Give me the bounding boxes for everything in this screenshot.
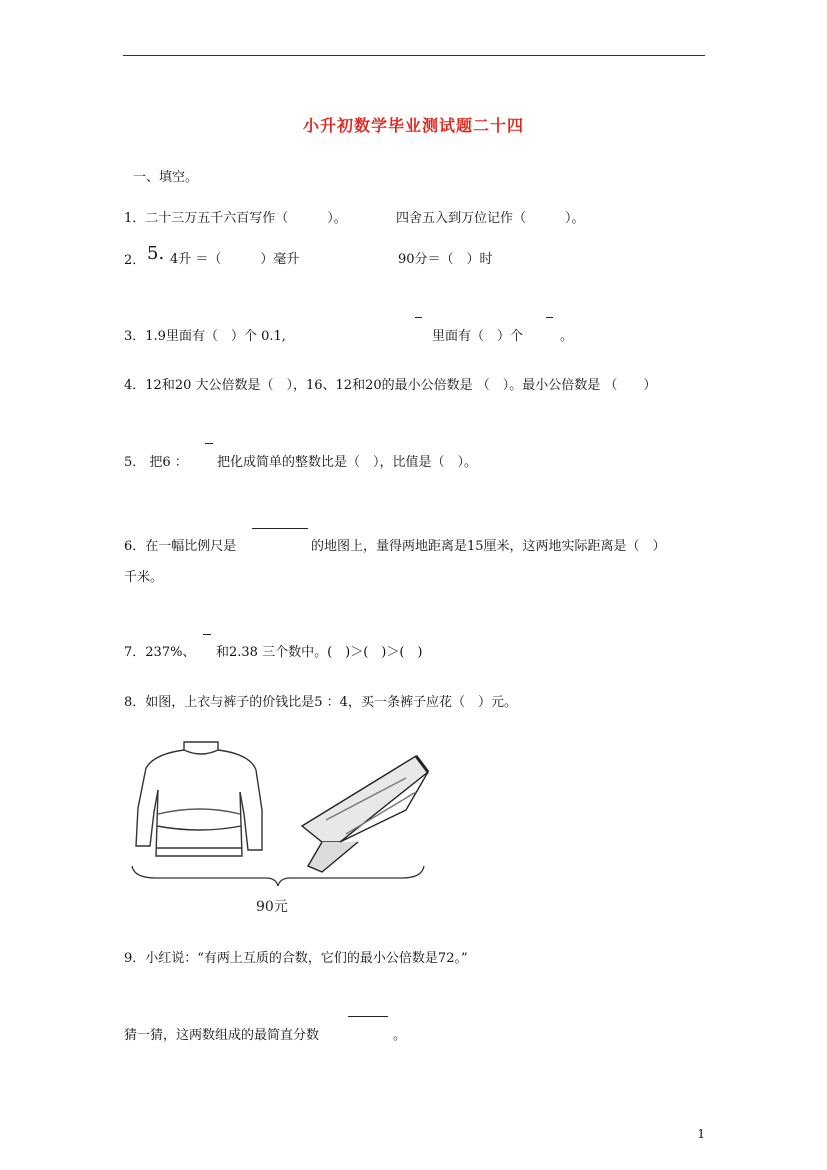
- question-7-fraction-bar: [203, 634, 211, 635]
- price-brace: [132, 866, 424, 886]
- question-5-part-a: 5． 把6 ：: [124, 455, 188, 470]
- question-5-part-b: 把化成简单的整数比是（ ），比值是（ ）。: [217, 455, 478, 470]
- question-6-part-a: 6．在一幅比例尺是: [124, 539, 237, 554]
- question-2-part-a: 4升 ＝（ ）毫升: [170, 252, 300, 267]
- question-4: 4．12和20 大公倍数是（ ），16、12和20的最小公倍数是 （ ）。最小公倍数是 （ ）: [124, 378, 657, 393]
- question-3-fraction-bar: [415, 317, 422, 318]
- question-1-part-a: 1．二十三万五千六百写作（ ）。: [124, 211, 347, 226]
- page-title: 小升初数学毕业测试题二十四: [302, 116, 524, 135]
- pants-icon: [302, 756, 428, 872]
- question-3-part-c: 。: [560, 329, 574, 344]
- section-heading: 一、填空。: [133, 170, 199, 185]
- question-6-blank: [252, 528, 308, 529]
- question-2-part-b: 90分＝（ ）时: [398, 252, 493, 267]
- price-label: 90元: [256, 899, 288, 915]
- question-3-part-a: 3．1.9里面有（ ）个 0.1,: [124, 329, 286, 344]
- question-2-value: 5.: [147, 243, 165, 264]
- question-9: 9．小红说：“有两上互质的合数，它们的最小公倍数是72。”: [124, 951, 468, 966]
- question-8: 8．如图，上衣与裤子的价钱比是5 ：4，买一条裤子应花（ ）元。: [124, 695, 517, 710]
- clothing-figure: [126, 738, 436, 918]
- question-6-part-b: 的地图上，量得两地距离是15厘米，这两地实际距离是（ ）: [311, 539, 666, 554]
- header-rule: [123, 55, 705, 56]
- question-3-part-b: 里面有（ ）个: [432, 329, 524, 344]
- question-9-part-b: 猜一猜，这两数组成的最简直分数: [124, 1028, 320, 1043]
- question-5-fraction-bar: [205, 443, 213, 444]
- question-1-part-b: 四舍五入到万位记作（ ）。: [396, 211, 585, 226]
- question-7-part-a: 7．237%、: [124, 645, 196, 660]
- page-number: 1: [697, 1127, 705, 1141]
- question-9-part-c: 。: [393, 1028, 407, 1043]
- sweater-icon: [136, 742, 262, 856]
- question-2-number: 2．: [124, 253, 146, 268]
- question-7-part-b: 和2.38 三个数中。( )＞( )＞( ): [216, 645, 423, 660]
- question-9-fraction-bar: [348, 1016, 388, 1017]
- question-3-fraction-bar-2: [546, 317, 553, 318]
- question-6-part-c: 千米。: [124, 570, 164, 585]
